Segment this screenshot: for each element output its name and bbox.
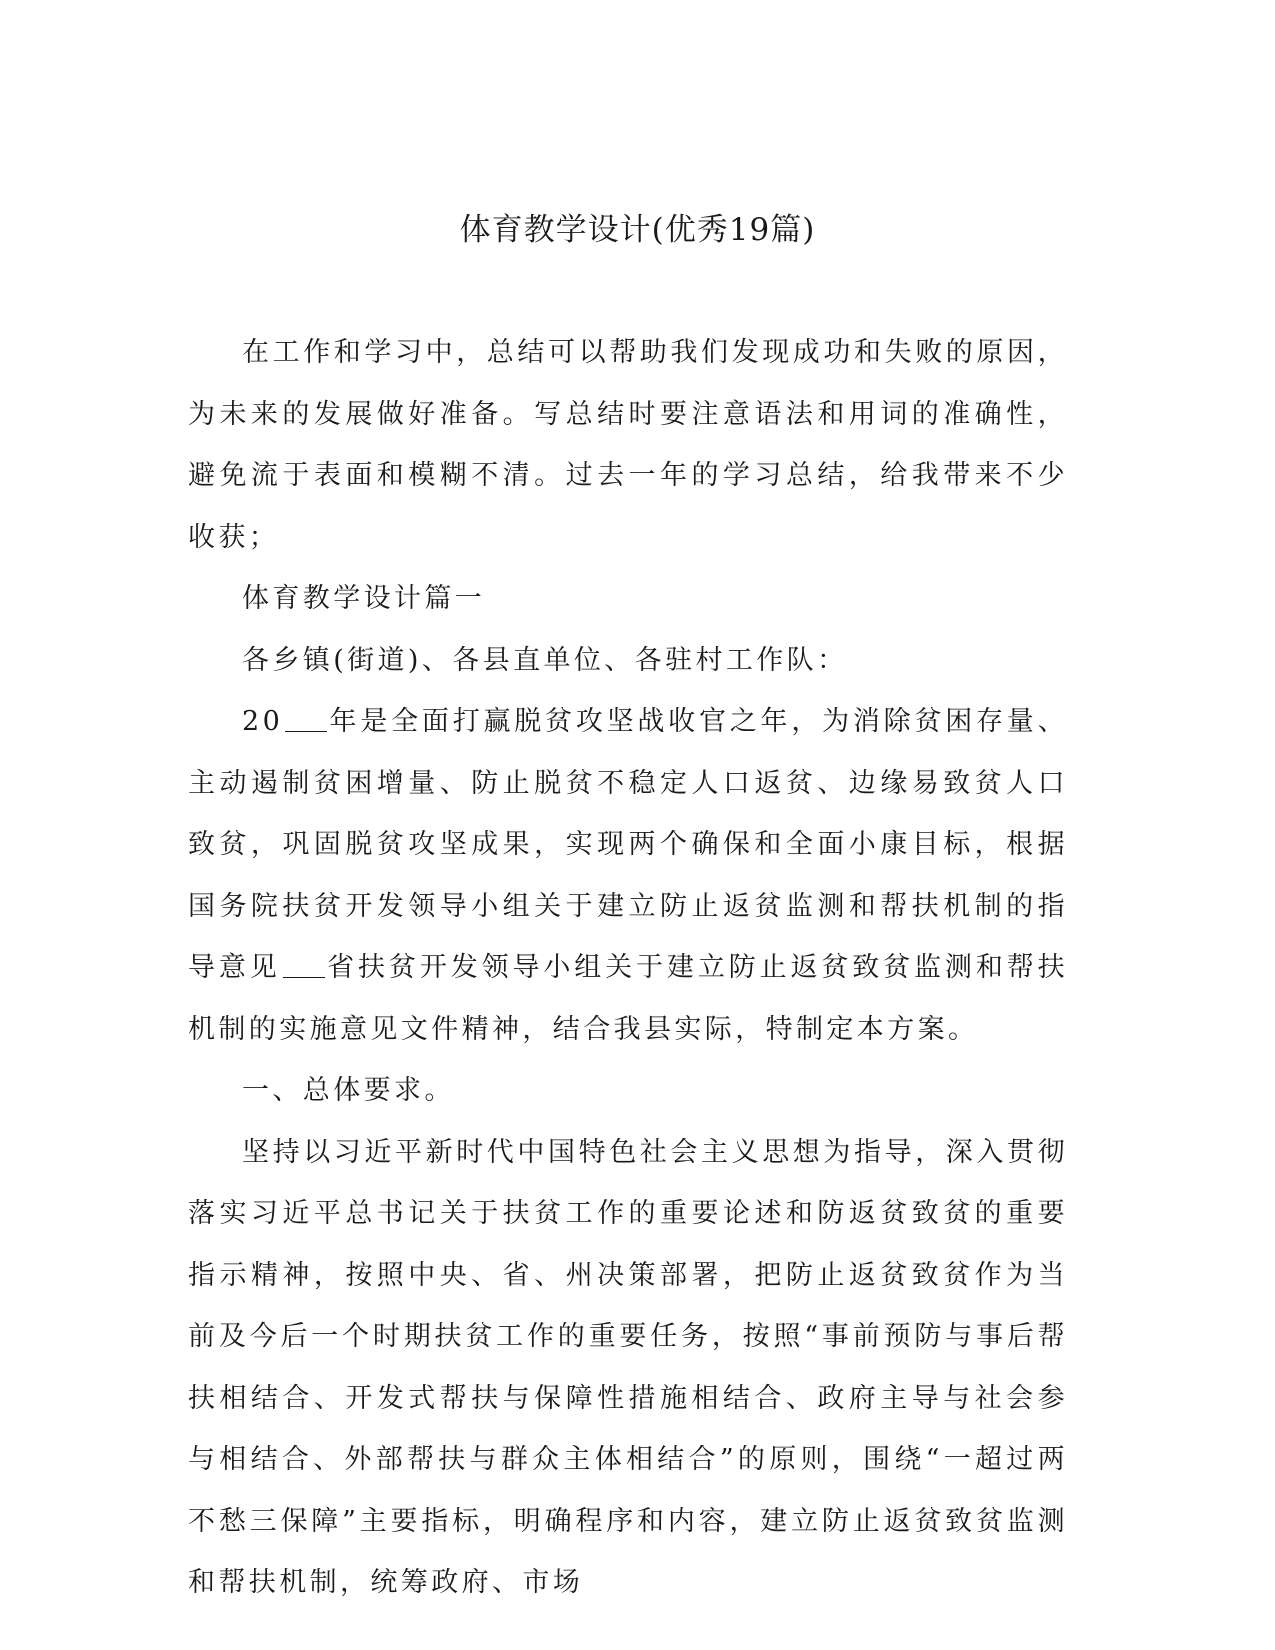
background-text-a: 年是全面打赢脱贫攻坚战收官之年，为消除贫困存量、主动遏制贫困增量、防止脱贫不稳定人口返贫、边缘易致贫人口致贫，巩固脱贫攻坚成果，实现两个确保和全面小康目标，根据国务院扶贫开发领导小组关于建立防止返贫监测和帮扶机制的指导意见 xyxy=(188,706,1068,983)
section-heading-general-requirements: 一、总体要求。 xyxy=(242,1075,455,1106)
background-paragraph xyxy=(188,691,1068,1060)
salutation-paragraph: 各乡镇(街道)、各县直单位、各驻村工作队： xyxy=(242,644,848,676)
document-body xyxy=(188,322,1068,1614)
section-heading-part-one: 体育教学设计篇一 xyxy=(242,583,486,614)
guidance-paragraph: 坚持以习近平新时代中国特色社会主义思想为指导，深入贯彻落实习近平总书记关于扶贫工作的重要论述和防返贫致贫的重要指示精神，按照中央、省、州决策部署，把防止返贫致贫作为当前及今后一个时期扶贫工作的重要任务，按照“事前预防与事后帮扶相结合、开发式帮扶与保障性措施相结合、政府主导与社会参与相结合、外部帮扶与群众主体相结合”的原则，围绕“一超过两不愁三保障”主要指标，明确程序和内容，建立防止返贫致贫监测和帮扶机制，统筹政府、市场 xyxy=(188,1136,1068,1598)
document-title: 体育教学设计(优秀19篇) xyxy=(459,212,816,248)
year-blank xyxy=(285,704,327,732)
intro-paragraph: 在工作和学习中，总结可以帮助我们发现成功和失败的原因，为未来的发展做好准备。写总结时要注意语法和用词的准确性，避免流于表面和模糊不清。过去一年的学习总结，给我带来不少收获； xyxy=(188,337,1068,553)
background-text-b: 省扶贫开发领导小组关于建立防止返贫致贫监测和帮扶机制的实施意见文件精神，结合我县实际，特制定本方案。 xyxy=(188,952,1068,1045)
year-prefix: 20 xyxy=(242,706,284,737)
province-blank xyxy=(283,950,325,978)
